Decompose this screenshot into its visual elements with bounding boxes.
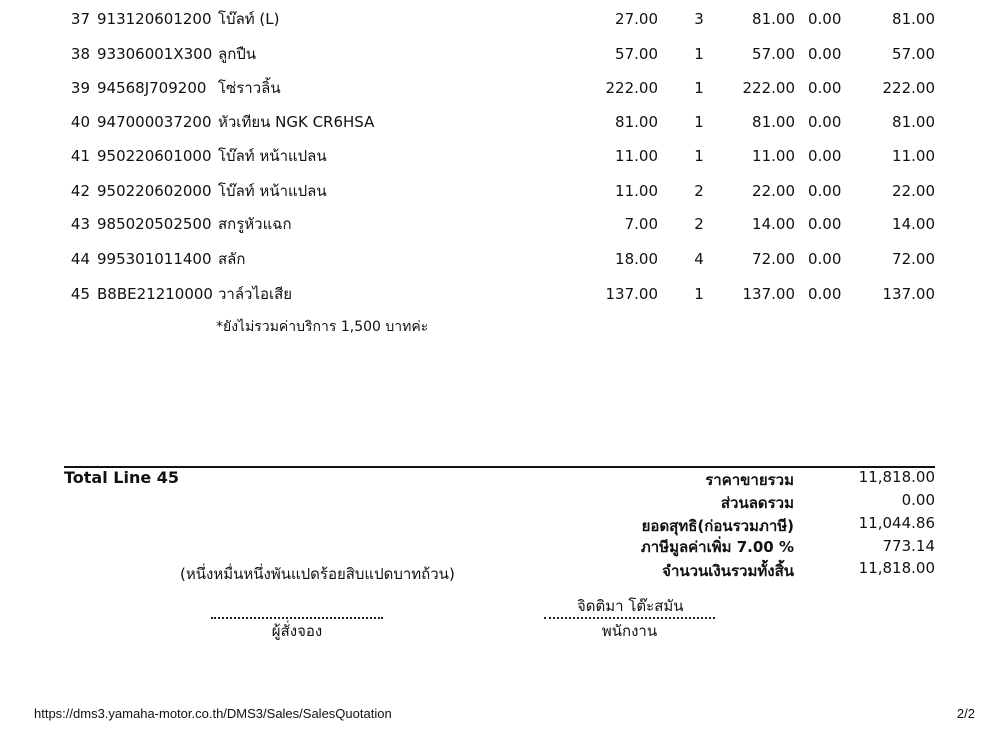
item-code: 995301011400 (97, 250, 212, 268)
item-price: 81.00 (615, 113, 658, 131)
vat-label: ภาษีมูลค่าเพิ่ม 7.00 % (640, 538, 794, 556)
item-number: 39 (70, 79, 90, 97)
page-number: 2/2 (956, 706, 975, 721)
item-discount: 0.00 (808, 215, 842, 233)
item-price: 27.00 (615, 10, 658, 28)
item-number: 45 (70, 285, 90, 303)
table-row (0, 144, 1007, 168)
table-row (0, 110, 1007, 134)
item-discount: 0.00 (808, 113, 842, 131)
item-qty: 1 (694, 113, 704, 131)
item-discount: 0.00 (808, 285, 842, 303)
item-amount: 137.00 (742, 285, 795, 303)
item-code: 950220601000 (97, 147, 212, 165)
table-row (0, 212, 1007, 236)
amount-in-words: (หนึ่งหมื่นหนึ่งพันแปดร้อยสิบแปดบาทถ้วน) (180, 565, 455, 583)
item-name: หัวเทียน NGK CR6HSA (218, 113, 375, 131)
item-name: สลัก (218, 250, 246, 268)
item-name: โซ่ราวลิ้น (218, 79, 281, 97)
item-number: 44 (70, 250, 90, 268)
item-discount: 0.00 (808, 182, 842, 200)
item-price: 137.00 (605, 285, 658, 303)
item-name: วาล์วไอเสีย (218, 285, 293, 303)
gross-total-value: 11,818.00 (858, 468, 935, 486)
item-total: 81.00 (892, 113, 935, 131)
item-amount: 57.00 (752, 45, 795, 63)
item-total: 22.00 (892, 182, 935, 200)
item-discount: 0.00 (808, 147, 842, 165)
item-name: สกรูหัวแฉก (218, 215, 292, 233)
page-url: https://dms3.yamaha-motor.co.th/DMS3/Sales/SalesQuotation (34, 706, 392, 721)
item-code: 93306001X300 (97, 45, 213, 63)
table-row (0, 282, 1007, 306)
net-amount-label: ยอดสุทธิ(ก่อนรวมภาษี) (641, 517, 794, 535)
item-discount: 0.00 (808, 250, 842, 268)
grand-total-value: 11,818.00 (858, 559, 935, 577)
item-code: 94568J709200 (97, 79, 207, 97)
item-code: 985020502500 (97, 215, 212, 233)
item-code: 947000037200 (97, 113, 212, 131)
item-price: 11.00 (615, 147, 658, 165)
table-row (0, 42, 1007, 66)
summary-divider (64, 466, 935, 468)
item-price: 57.00 (615, 45, 658, 63)
item-number: 38 (70, 45, 90, 63)
discount-total-label: ส่วนลดรวม (720, 494, 794, 512)
item-price: 222.00 (605, 79, 658, 97)
item-qty: 1 (694, 285, 704, 303)
item-number: 40 (70, 113, 90, 131)
item-discount: 0.00 (808, 79, 842, 97)
gross-total-label: ราคาขายรวม (705, 471, 794, 489)
item-number: 37 (70, 10, 90, 28)
item-amount: 81.00 (752, 10, 795, 28)
table-row (0, 76, 1007, 100)
discount-total-value: 0.00 (901, 491, 935, 509)
item-amount: 11.00 (752, 147, 795, 165)
item-qty: 4 (694, 250, 704, 268)
item-total: 222.00 (882, 79, 935, 97)
item-code: 950220602000 (97, 182, 212, 200)
item-discount: 0.00 (808, 10, 842, 28)
item-price: 7.00 (624, 215, 658, 233)
item-amount: 81.00 (752, 113, 795, 131)
item-qty: 2 (694, 182, 704, 200)
item-amount: 14.00 (752, 215, 795, 233)
staff-name: จิดติมา โต๊ะสมัน (577, 597, 684, 615)
item-amount: 22.00 (752, 182, 795, 200)
item-name: ลูกปืน (218, 45, 257, 63)
item-amount: 72.00 (752, 250, 795, 268)
item-qty: 1 (694, 147, 704, 165)
grand-total-label: จำนวนเงินรวมทั้งสิ้น (662, 562, 794, 580)
item-total: 81.00 (892, 10, 935, 28)
item-total: 72.00 (892, 250, 935, 268)
item-qty: 2 (694, 215, 704, 233)
item-name: โบ๊ลท์ หน้าแปลน (218, 147, 327, 165)
item-qty: 1 (694, 79, 704, 97)
item-name: โบ๊ลท์ หน้าแปลน (218, 182, 327, 200)
item-price: 11.00 (615, 182, 658, 200)
item-qty: 1 (694, 45, 704, 63)
table-row (0, 247, 1007, 271)
net-amount-value: 11,044.86 (858, 514, 935, 532)
staff-caption: พนักงาน (601, 622, 658, 640)
item-total: 137.00 (882, 285, 935, 303)
item-price: 18.00 (615, 250, 658, 268)
item-total: 11.00 (892, 147, 935, 165)
item-number: 43 (70, 215, 90, 233)
item-qty: 3 (694, 10, 704, 28)
table-row (0, 7, 1007, 31)
item-number: 42 (70, 182, 90, 200)
table-row (0, 179, 1007, 203)
item-code: 913120601200 (97, 10, 212, 28)
vat-value: 773.14 (882, 537, 935, 555)
item-discount: 0.00 (808, 45, 842, 63)
item-number: 41 (70, 147, 90, 165)
item-code: B8BE21210000 (97, 285, 213, 303)
item-amount: 222.00 (742, 79, 795, 97)
item-name: โบ๊ลท์ (L) (218, 10, 280, 28)
total-line-count: Total Line 45 (64, 468, 180, 487)
service-fee-note: *ยังไม่รวมค่าบริการ 1,500 บาทค่ะ (216, 319, 429, 335)
item-total: 57.00 (892, 45, 935, 63)
item-total: 14.00 (892, 215, 935, 233)
orderer-caption: ผู้สั่งจอง (271, 622, 323, 640)
